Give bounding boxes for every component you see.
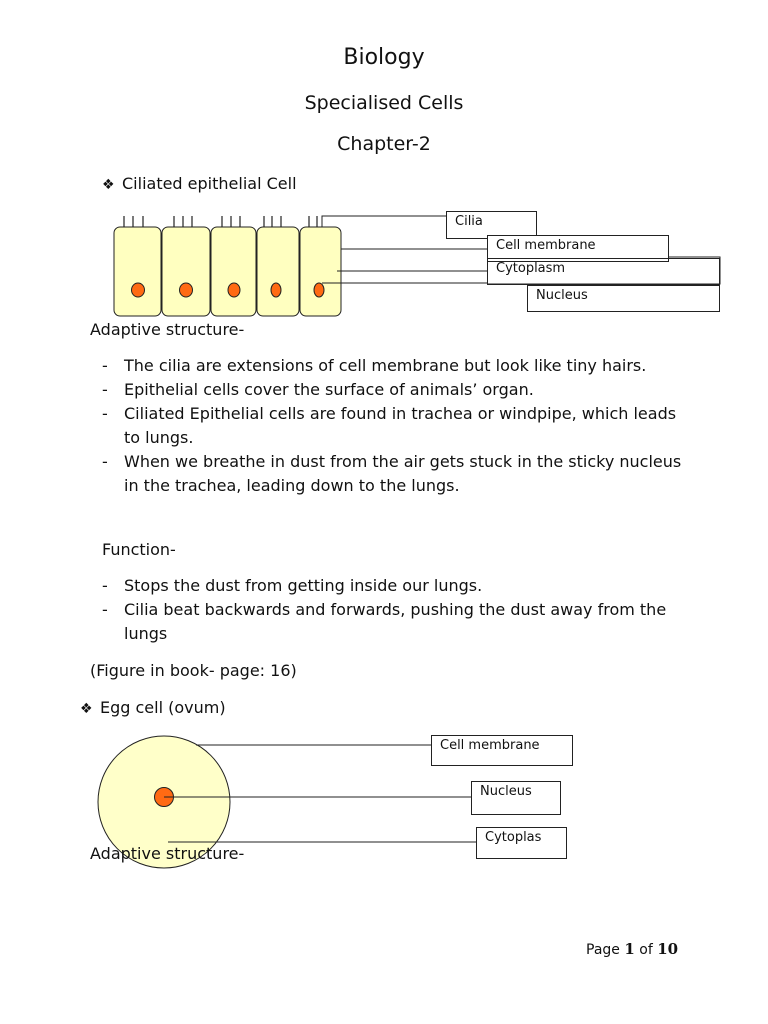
label-egg-nucleus: Nucleus xyxy=(471,781,561,815)
cell-nucleus xyxy=(132,283,145,297)
cell-nucleus xyxy=(180,283,193,297)
dash-bullet: - xyxy=(102,452,108,471)
function-list xyxy=(102,574,682,646)
dash-bullet: - xyxy=(102,576,108,595)
page-title: Biology xyxy=(343,45,425,70)
list-item: - When we breathe in dust from the air gets stuck in the sticky nucleus in the trachea, leading down to the lungs. xyxy=(102,452,682,495)
chapter-heading: Chapter-2 xyxy=(337,133,431,155)
cell-nucleus xyxy=(271,283,281,297)
list-item: - Cilia beat backwards and forwards, pushing the dust away from the lungs xyxy=(102,600,667,643)
cilia-hairs xyxy=(124,216,317,227)
epithelial-cell xyxy=(162,227,210,316)
page-word: Page xyxy=(586,942,620,958)
section-ciliated-title: Ciliated epithelial Cell xyxy=(122,174,297,193)
label-cytoplasm: Cytoplasm xyxy=(487,258,720,285)
section-egg-heading xyxy=(80,698,226,717)
egg-adaptive-structure-heading: Adaptive structure- xyxy=(90,844,245,863)
function-heading: Function- xyxy=(102,540,176,559)
label-nucleus: Nucleus xyxy=(527,285,720,312)
list-item: - Epithelial cells cover the surface of animals’ organ. xyxy=(102,378,682,402)
page-subtitle: Specialised Cells xyxy=(304,92,464,114)
epithelial-cell xyxy=(211,227,256,316)
epithelial-cell xyxy=(300,227,341,316)
of-word: of xyxy=(639,942,653,958)
adaptive-structure-list xyxy=(102,354,682,498)
dash-bullet: - xyxy=(102,404,108,423)
dash-bullet: - xyxy=(102,600,108,619)
label-egg-cell-membrane: Cell membrane xyxy=(431,735,573,766)
adaptive-structure-heading: Adaptive structure- xyxy=(90,320,245,339)
cell-nucleus xyxy=(314,283,324,297)
label-cell-membrane: Cell membrane xyxy=(487,235,669,262)
label-cilia: Cilia xyxy=(446,211,537,239)
figure-reference: (Figure in book- page: 16) xyxy=(90,661,297,680)
diamond-bullet-icon: ❖ xyxy=(80,701,93,717)
epithelial-cell xyxy=(257,227,299,316)
page-counter xyxy=(586,940,678,958)
diamond-bullet-icon: ❖ xyxy=(102,177,115,193)
dash-bullet: - xyxy=(102,380,108,399)
dash-bullet: - xyxy=(102,356,108,375)
cell-nucleus xyxy=(228,283,240,297)
page-number: 1 xyxy=(624,940,635,958)
list-item: - Stops the dust from getting inside our lungs. xyxy=(102,574,682,598)
list-item: - The cilia are extensions of cell membrane but look like tiny hairs. xyxy=(102,354,682,378)
epithelial-cell xyxy=(114,227,161,316)
page-total: 10 xyxy=(657,940,679,958)
list-item: - Ciliated Epithelial cells are found in trachea or windpipe, which leads to lungs. xyxy=(102,404,677,447)
label-egg-cytoplasm: Cytoplas xyxy=(476,827,567,859)
section-egg-title: Egg cell (ovum) xyxy=(100,698,226,717)
